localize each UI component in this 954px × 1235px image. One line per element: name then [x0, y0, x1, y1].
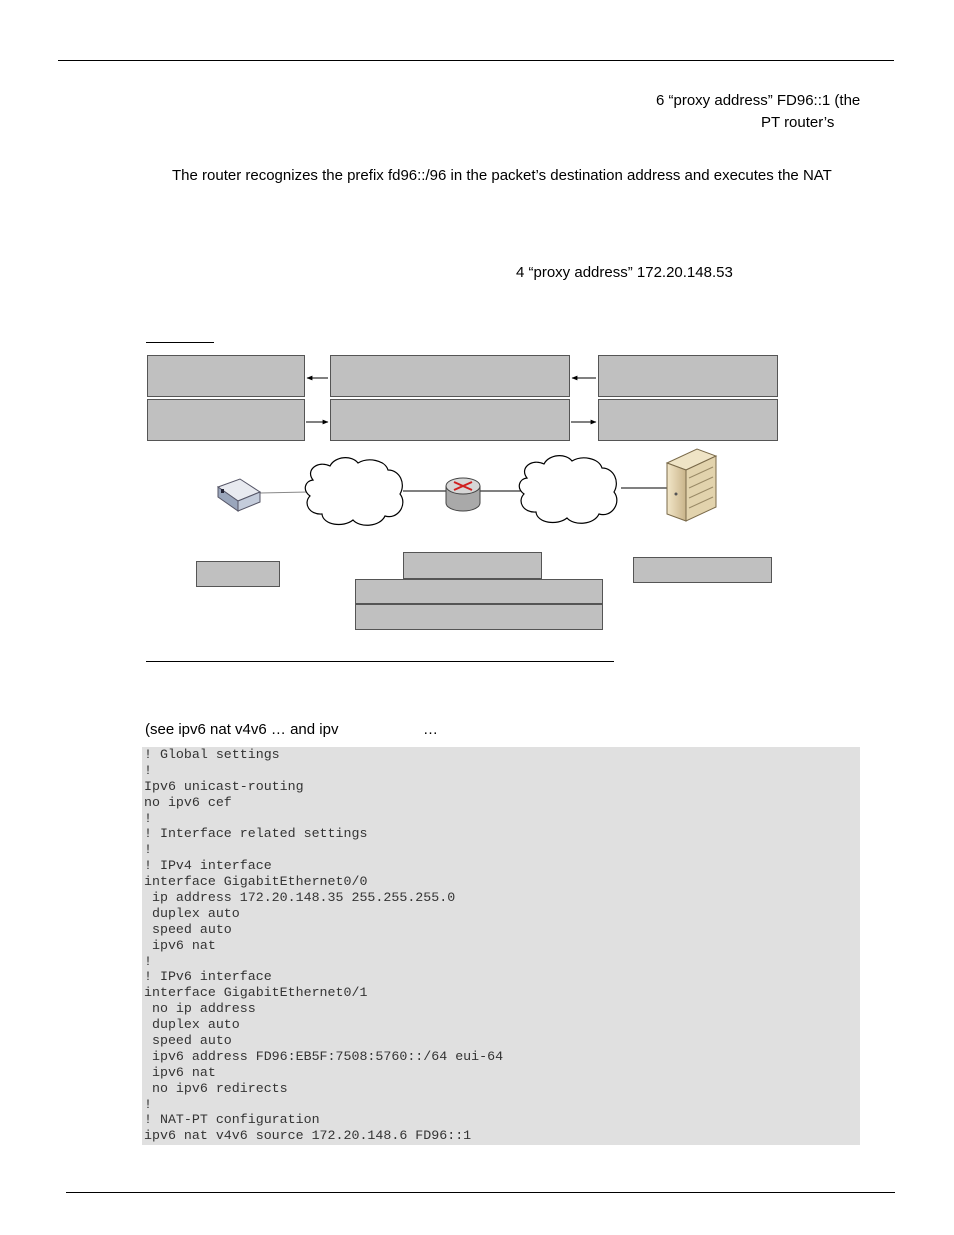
- code-line: interface GigabitEthernet0/0: [144, 874, 368, 890]
- text-line-3: The router recognizes the prefix fd96::/96 in the packet’s destination address and executes the NAT: [172, 167, 832, 184]
- figure-caption-underline: [146, 661, 614, 662]
- text-line-5-ellipsis: …: [423, 721, 438, 738]
- code-line: !: [144, 1096, 152, 1112]
- config-code-block: [142, 747, 860, 1145]
- router-icon: [446, 478, 480, 511]
- code-line: duplex auto: [144, 1017, 240, 1033]
- ipv6-cloud-icon: [305, 458, 403, 526]
- code-line: ! IPv4 interface: [144, 858, 272, 874]
- code-line: speed auto: [144, 921, 232, 937]
- code-line: no ipv6 redirects: [144, 1080, 288, 1096]
- code-line: no ip address: [144, 1001, 256, 1017]
- code-line: !: [144, 810, 152, 826]
- code-line: ipv6 nat v4v6 source 172.20.148.6 FD96::1: [144, 1128, 472, 1144]
- ipv4-cloud-icon: [519, 456, 617, 524]
- server-icon: [667, 449, 716, 521]
- text-line-1: 6 “proxy address” FD96::1 (the: [656, 92, 861, 109]
- code-line: duplex auto: [144, 905, 240, 921]
- code-line: !: [144, 842, 152, 858]
- code-line: ipv6 nat: [144, 1064, 216, 1080]
- text-line-4: 4 “proxy address” 172.20.148.53: [516, 264, 733, 281]
- code-line: ! IPv6 interface: [144, 969, 272, 985]
- text-line-5: (see ipv6 nat v4v6 … and ipv: [145, 721, 339, 738]
- code-line: interface GigabitEthernet0/1: [144, 985, 368, 1001]
- code-line: ! Global settings: [144, 747, 280, 762]
- code-line: !: [144, 953, 152, 969]
- code-line: ipv6 nat: [144, 937, 216, 953]
- code-line: speed auto: [144, 1033, 232, 1049]
- code-line: Ipv6 unicast-routing: [144, 778, 304, 794]
- code-line: no ipv6 cef: [144, 794, 232, 810]
- text-line-2: PT router’s: [761, 114, 835, 131]
- code-line: !: [144, 762, 152, 778]
- code-line: ip address 172.20.148.35 255.255.255.0: [144, 890, 456, 906]
- code-line: ipv6 address FD96:EB5F:7508:5760::/64 eui-64: [144, 1048, 504, 1064]
- code-line: ! NAT-PT configuration: [144, 1112, 320, 1128]
- ipv6-host-icon: [218, 479, 260, 511]
- code-line: ! Interface related settings: [144, 826, 368, 842]
